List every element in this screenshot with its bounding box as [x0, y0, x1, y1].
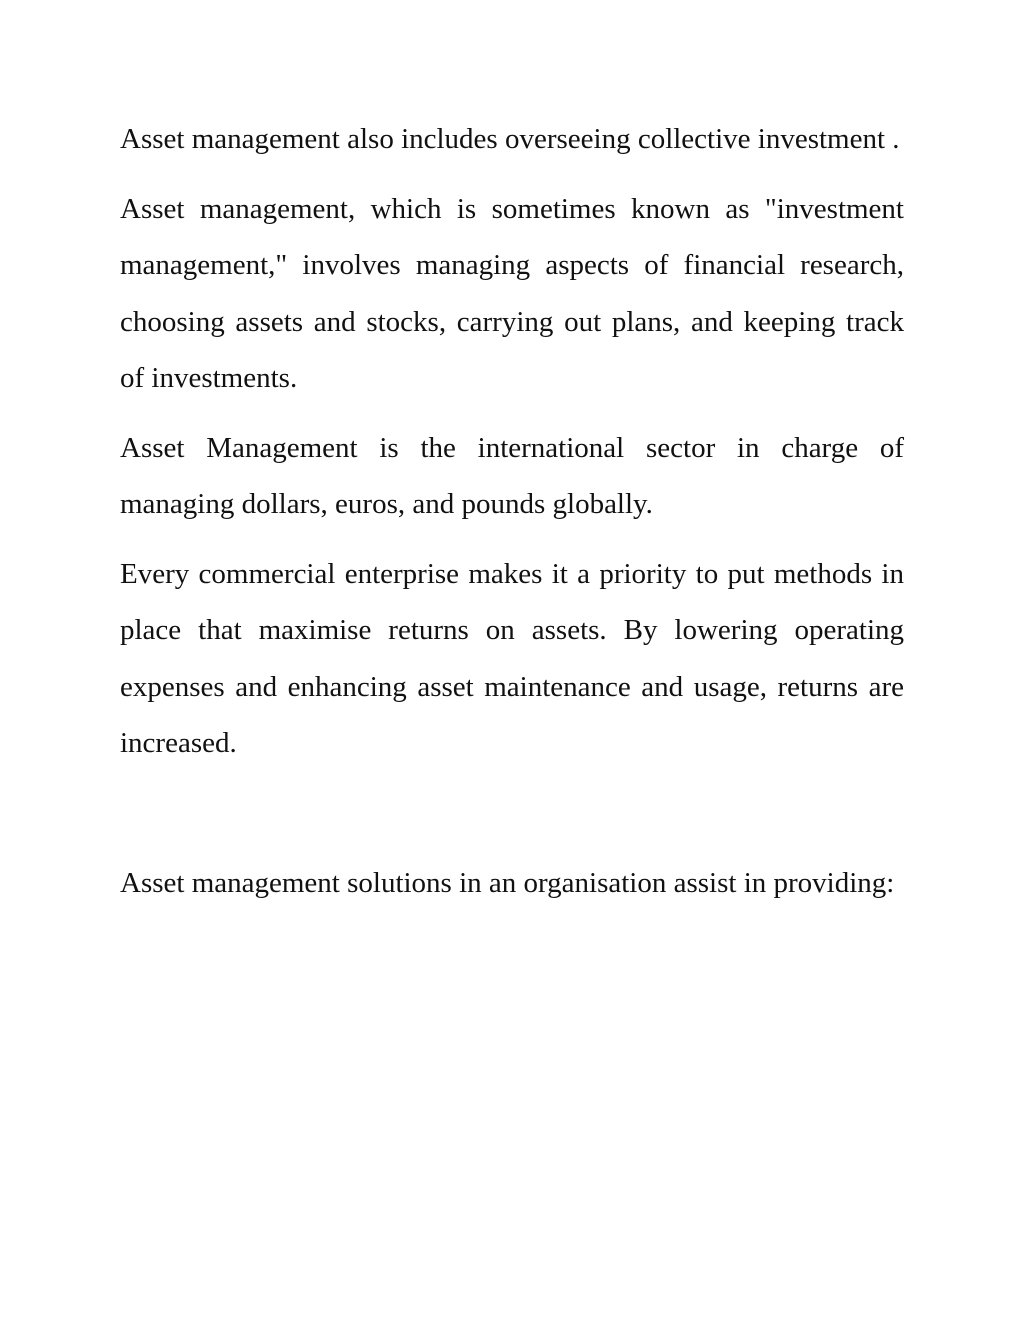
paragraph-spacer [120, 785, 904, 855]
paragraph-international-sector: Asset Management is the international sector in charge of managing dollars, euros, and pounds globally. [120, 431, 904, 520]
paragraph-collective-investment: Asset management also includes overseeing collective investment . [120, 123, 900, 155]
document-body [120, 111, 904, 924]
paragraph-maximise-returns: Every commercial enterprise makes it a priority to put methods in place that maximise returns on assets. By lowering operating expenses and enhancing asset maintenance and usage, returns are increased. [120, 557, 904, 759]
paragraph-investment-management: Asset management, which is sometimes known as "investment management," involves managing aspects of financial research, choosing assets and stocks, carrying out plans, and keeping track of investments. [120, 192, 904, 394]
paragraph-solutions-providing: Asset management solutions in an organisation assist in providing: [120, 866, 895, 899]
